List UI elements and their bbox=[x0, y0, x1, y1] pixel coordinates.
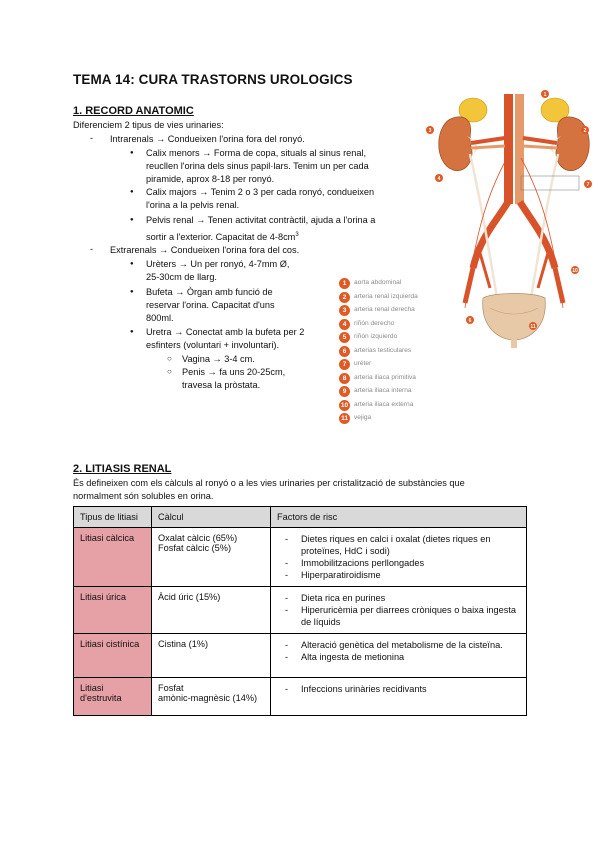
litiasi-type-cell: Litiasi d'estruvita bbox=[74, 678, 152, 716]
legend-number: 1 bbox=[339, 278, 350, 289]
litiasis-intro-line2: normalment són solubles en orina. bbox=[73, 491, 214, 501]
table-row bbox=[74, 528, 527, 587]
svg-text:3: 3 bbox=[428, 128, 432, 134]
litiasi-type-cell: Litiasi úrica bbox=[74, 587, 152, 634]
calcul-cell bbox=[152, 634, 271, 678]
calcul-line: Fosfat bbox=[158, 683, 184, 693]
section-heading-anatomy: 1. RECORD ANATOMIC bbox=[73, 105, 194, 117]
calix-majors-line2: l'orina a la pelvis renal. bbox=[146, 200, 240, 210]
legend-label: arteria renal izquierda bbox=[354, 292, 418, 300]
pelvis-superscript: 3 bbox=[295, 232, 299, 238]
table-header-cell: Factors de risc bbox=[271, 507, 527, 528]
legend-label: arteria iliaca interna bbox=[354, 387, 412, 394]
calcul-cell bbox=[152, 678, 271, 716]
risk-factor-item: - Hiperparatiroidisme bbox=[301, 569, 520, 581]
extrarenals-text: Extrarenals → Condueixen l'orina fora del cos. bbox=[110, 245, 300, 255]
legend-number: 8 bbox=[339, 373, 350, 384]
intrarenals-text: Intrarenals → Condueixen l'orina fora del ronyó. bbox=[110, 134, 305, 144]
ureters-line1: ● Urèters → Un per ronyó, 4-7mm Ø, bbox=[146, 259, 290, 269]
legend-number: 7 bbox=[339, 359, 350, 370]
legend-number: 9 bbox=[339, 386, 350, 397]
legend-label: riñón izquierdo bbox=[354, 333, 398, 340]
risk-factor-item: - Immobilitzacions perllongades bbox=[301, 557, 520, 569]
table-header-row bbox=[74, 507, 527, 528]
bullet-pelvis-renal bbox=[146, 214, 375, 244]
table-row bbox=[74, 678, 527, 716]
bullet-ureters bbox=[146, 258, 289, 284]
sub-bullet-vagina bbox=[182, 353, 255, 366]
risk-factor-item: - Hiperuricèmia per diarrees cròniques o baixa ingesta de líquids bbox=[301, 604, 520, 628]
calcul-line: Fosfat càlcic (5%) bbox=[158, 543, 232, 553]
calcul-cell bbox=[152, 528, 271, 587]
page-title: TEMA 14: CURA TRASTORNS UROLOGICS bbox=[73, 72, 353, 87]
urinary-system-illustration bbox=[425, 88, 595, 348]
penis-line1: ○ Penis → fa uns 20-25cm, bbox=[182, 367, 286, 377]
table-row bbox=[74, 634, 527, 678]
bullet-bufeta bbox=[146, 286, 275, 325]
anatomy-intro: Diferenciem 2 tipus de vies urinaries: bbox=[73, 120, 224, 130]
legend-number: 6 bbox=[339, 346, 350, 357]
risk-factor-list bbox=[277, 639, 520, 663]
penis-line2: travesa la pròstata. bbox=[182, 380, 261, 390]
legend-number: 3 bbox=[339, 305, 350, 316]
svg-text:2: 2 bbox=[583, 128, 587, 134]
risk-factors-cell bbox=[271, 587, 527, 634]
legend-label: arterias testiculares bbox=[354, 346, 412, 354]
uretra-line2: esfinters (voluntari + involuntari). bbox=[146, 340, 280, 350]
vagina-text: ○ Vagina → 3-4 cm. bbox=[182, 354, 255, 364]
dash-marker: - bbox=[90, 133, 94, 143]
pelvis-line2 bbox=[146, 229, 375, 244]
risk-factor-item: - Dieta rica en purines bbox=[301, 592, 520, 604]
table-header-cell: Càlcul bbox=[152, 507, 271, 528]
ureters-line2: 25-30cm de llarg. bbox=[146, 272, 217, 282]
risk-factors-cell bbox=[271, 528, 527, 587]
calix-menors-line3: piramide, aprox 8-18 per ronyó. bbox=[146, 174, 275, 184]
table-row bbox=[74, 587, 527, 634]
legend-label: riñón derecho bbox=[354, 319, 395, 327]
bullet-uretra bbox=[146, 326, 304, 352]
bufeta-line3: 800ml. bbox=[146, 313, 174, 323]
legend-number: 4 bbox=[339, 319, 350, 330]
calcul-line: Àcid úric (15%) bbox=[158, 592, 221, 602]
svg-text:1: 1 bbox=[543, 92, 547, 98]
calix-menors-line1: ● Calix menors → Forma de copa, situals al sinus renal, bbox=[146, 148, 367, 158]
dash-marker: - bbox=[90, 244, 94, 254]
uretra-line1: ● Uretra → Conectat amb la bufeta per 2 bbox=[146, 327, 305, 337]
calix-majors-line1: ● Calix majors → Tenim 2 o 3 per cada ronyó, condueixen bbox=[146, 187, 375, 197]
svg-text:6: 6 bbox=[468, 318, 472, 324]
bullet-calix-menors bbox=[146, 147, 369, 186]
calix-menors-line2: reucllen l'orina dels sinus papil·lars. Tenim un per cada bbox=[146, 161, 369, 171]
section-heading-litiasis: 2. LITIASIS RENAL bbox=[73, 463, 172, 475]
risk-factor-list bbox=[277, 533, 520, 581]
legend-label: arteria iliaca primitiva bbox=[354, 373, 416, 381]
legend-label: vejiga bbox=[354, 414, 372, 421]
calcul-line: Oxalat càlcic (65%) bbox=[158, 533, 238, 543]
litiasis-table bbox=[73, 506, 527, 716]
risk-factor-item: - Infeccions urinàries recidivants bbox=[301, 683, 520, 695]
svg-text:11: 11 bbox=[530, 324, 536, 330]
legend-number: 5 bbox=[339, 332, 350, 343]
litiasi-type-cell: Litiasi cistínica bbox=[74, 634, 152, 678]
risk-factors-cell bbox=[271, 678, 527, 716]
sub-bullet-penis bbox=[182, 366, 285, 392]
pelvis-line2-text: sortir a l'exterior. Capacitat de 4-8cm bbox=[146, 232, 296, 243]
calcul-line: Cistina (1%) bbox=[158, 639, 209, 649]
legend-label: uréter bbox=[354, 360, 372, 367]
risk-factor-list bbox=[277, 592, 520, 628]
pelvis-line1: ● Pelvis renal → Tenen activitat contràctil, ajuda a l'orina a bbox=[146, 215, 376, 225]
table-header-cell: Tipus de litiasi bbox=[74, 507, 152, 528]
legend-number: 10 bbox=[340, 401, 349, 409]
legend-label: arteria renal derecha bbox=[354, 306, 415, 313]
svg-text:4: 4 bbox=[437, 176, 441, 182]
risk-factor-item: - Alteració genètica del metabolisme de la cisteïna. bbox=[301, 639, 520, 651]
litiasis-intro-line1: És defineixen com els càlculs al ronyó o a les vies urinaries per cristalització de substàncies que bbox=[73, 478, 465, 488]
bufeta-line1: ● Bufeta → Òrgan amb funció de bbox=[146, 287, 273, 297]
risk-factor-item: - Dietes riques en calci i oxalat (dietes riques en proteïnes, HdC i sodi) bbox=[301, 533, 520, 557]
svg-text:10: 10 bbox=[572, 268, 578, 274]
litiasi-type-cell: Litiasi càlcica bbox=[74, 528, 152, 587]
legend-number: 2 bbox=[339, 292, 350, 303]
legend-number: 11 bbox=[339, 413, 350, 424]
legend-label: aorta abdominal bbox=[354, 279, 402, 286]
calcul-line: amònic-magnèsic (14%) bbox=[158, 693, 258, 703]
bufeta-line2: reservar l'orina. Capacitat d'uns bbox=[146, 300, 275, 310]
svg-text:7: 7 bbox=[586, 182, 590, 188]
risk-factor-item: - Alta ingesta de metionina bbox=[301, 651, 520, 663]
risk-factor-list bbox=[277, 683, 520, 695]
risk-factors-cell bbox=[271, 634, 527, 678]
bullet-calix-majors bbox=[146, 186, 374, 212]
legend-label: arteria iliaca externa bbox=[354, 400, 414, 408]
calcul-cell bbox=[152, 587, 271, 634]
